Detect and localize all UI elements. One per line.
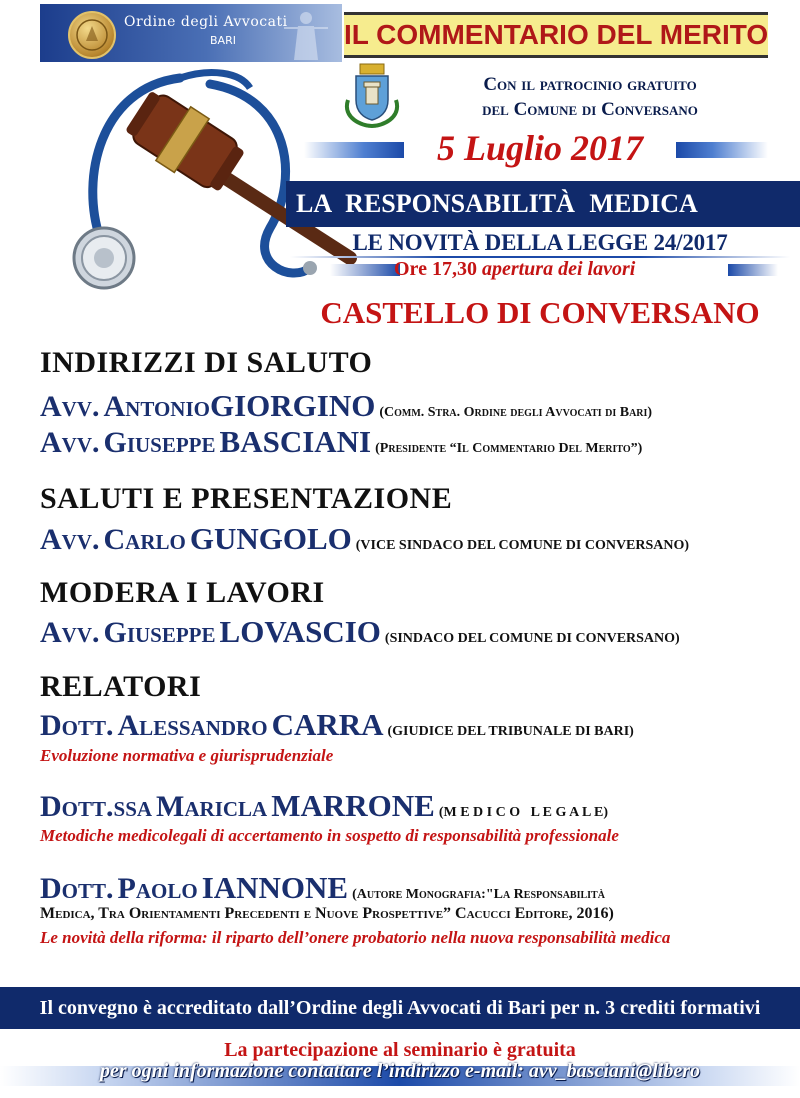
greetings-heading: INDIRIZZI DI SALUTO	[40, 346, 373, 379]
greeting-speaker-2	[40, 424, 642, 460]
speaker-surname: BASCIANI	[219, 424, 372, 459]
speaker-title: Dott.	[40, 709, 114, 742]
greeting-speaker-1	[40, 388, 652, 424]
speaker-role: (Autore Monografia:"La Responsabilità	[352, 887, 605, 902]
moderator-heading: MODERA I LAVORI	[40, 576, 325, 609]
speaker-surname: CARRA	[271, 707, 384, 742]
presentation-speaker	[40, 521, 689, 557]
presentation-heading: SALUTI E PRESENTAZIONE	[40, 482, 453, 515]
accreditation-banner: Il convegno è accreditato dall’Ordine degli Avvocati di Bari per n. 3 crediti formativi	[0, 987, 800, 1029]
speaker-role: (VICE SINDACO DEL COMUNE DI CONVERSANO)	[355, 538, 690, 553]
speaker-title: Avv.	[40, 616, 100, 649]
justice-statue-icon	[276, 6, 336, 62]
free-participation: La partecipazione al seminario è gratuita	[224, 1039, 576, 1061]
seal-icon	[68, 11, 116, 59]
speaker-title: Dott.	[40, 872, 114, 905]
hours-bar-left	[330, 264, 400, 276]
talk-carra: Evoluzione normativa e giurisprudenziale	[40, 746, 334, 765]
speaker-role: (Presidente “Il Commentario Del Merito”)	[375, 441, 643, 456]
speaker-title: Avv.	[40, 523, 100, 556]
speaker-name: Paolo	[117, 872, 198, 905]
hours-time: Ore 17,30	[394, 258, 477, 280]
event-hours	[394, 258, 635, 281]
talk-iannone: Le novità della riforma: il riparto dell’onere probatorio nella nuova responsabilità medica	[40, 928, 671, 947]
speaker-surname: LOVASCIO	[219, 614, 381, 649]
hours-text: apertura dei lavori	[481, 258, 636, 280]
bar-association-banner	[40, 4, 342, 62]
event-date: 5 Luglio 2017	[436, 128, 643, 168]
event-venue: CASTELLO DI CONVERSANO	[320, 295, 760, 330]
date-bar-right	[676, 142, 768, 158]
contact-info: per ogni informazione contattare l’indirizzo e-mail: avv_basciani@libero	[100, 1060, 700, 1082]
speaker-role: (M E D I C O L E G A L E)	[438, 805, 609, 820]
speaker-marrone	[40, 788, 608, 824]
series-title: IL COMMENTARIO DEL MERITO	[344, 12, 768, 58]
speaker-name: Giuseppe	[103, 426, 216, 459]
speaker-surname: IANNONE	[201, 870, 349, 905]
org-city: BARI	[210, 34, 236, 47]
patronage	[410, 72, 770, 122]
speaker-title: Dott.ssa	[40, 790, 153, 823]
gavel-stethoscope-illustration	[60, 58, 360, 298]
speaker-carra	[40, 707, 634, 743]
speaker-name: Antonio	[103, 390, 210, 423]
speaker-surname: GIORGINO	[209, 388, 376, 423]
speaker-name: Alessandro	[117, 709, 268, 742]
org-name: Ordine degli Avvocati	[124, 14, 288, 30]
date-bar-left	[304, 142, 404, 158]
patronage-line-2: del Comune di Conversano	[482, 99, 698, 120]
speaker-name: Maricla	[156, 790, 268, 823]
speaker-role: (SINDACO DEL COMUNE DI CONVERSANO)	[384, 631, 680, 646]
speaker-name: Carlo	[103, 523, 186, 556]
speaker-surname: GUNGOLO	[189, 521, 352, 556]
event-subtitle: LE NOVITÀ DELLA LEGGE 24/2017	[352, 230, 728, 255]
speaker-title: Avv.	[40, 390, 100, 423]
talk-marrone: Metodiche medicolegali di accertamento in sospetto di responsabilità professionale	[40, 826, 619, 845]
event-topic: LA RESPONSABILITÀ MEDICA	[286, 181, 800, 227]
speakers-heading: RELATORI	[40, 670, 202, 703]
speaker-role: (Comm. Stra. Ordine degli Avvocati di Bari)	[379, 405, 653, 420]
speaker-title: Avv.	[40, 426, 100, 459]
hours-bar-right	[728, 264, 778, 276]
speaker-iannone-role-cont: Medica, Tra Orientamenti Precedenti e Nuove Prospettive” Cacucci Editore, 2016)	[40, 905, 614, 922]
moderator-speaker	[40, 614, 680, 650]
speaker-iannone	[40, 870, 605, 906]
speaker-role: (GIUDICE DEL TRIBUNALE DI BARI)	[387, 724, 634, 739]
patronage-line-1: Con il patrocinio gratuito	[483, 74, 697, 95]
speaker-name: Giuseppe	[103, 616, 216, 649]
speaker-surname: MARRONE	[271, 788, 435, 823]
